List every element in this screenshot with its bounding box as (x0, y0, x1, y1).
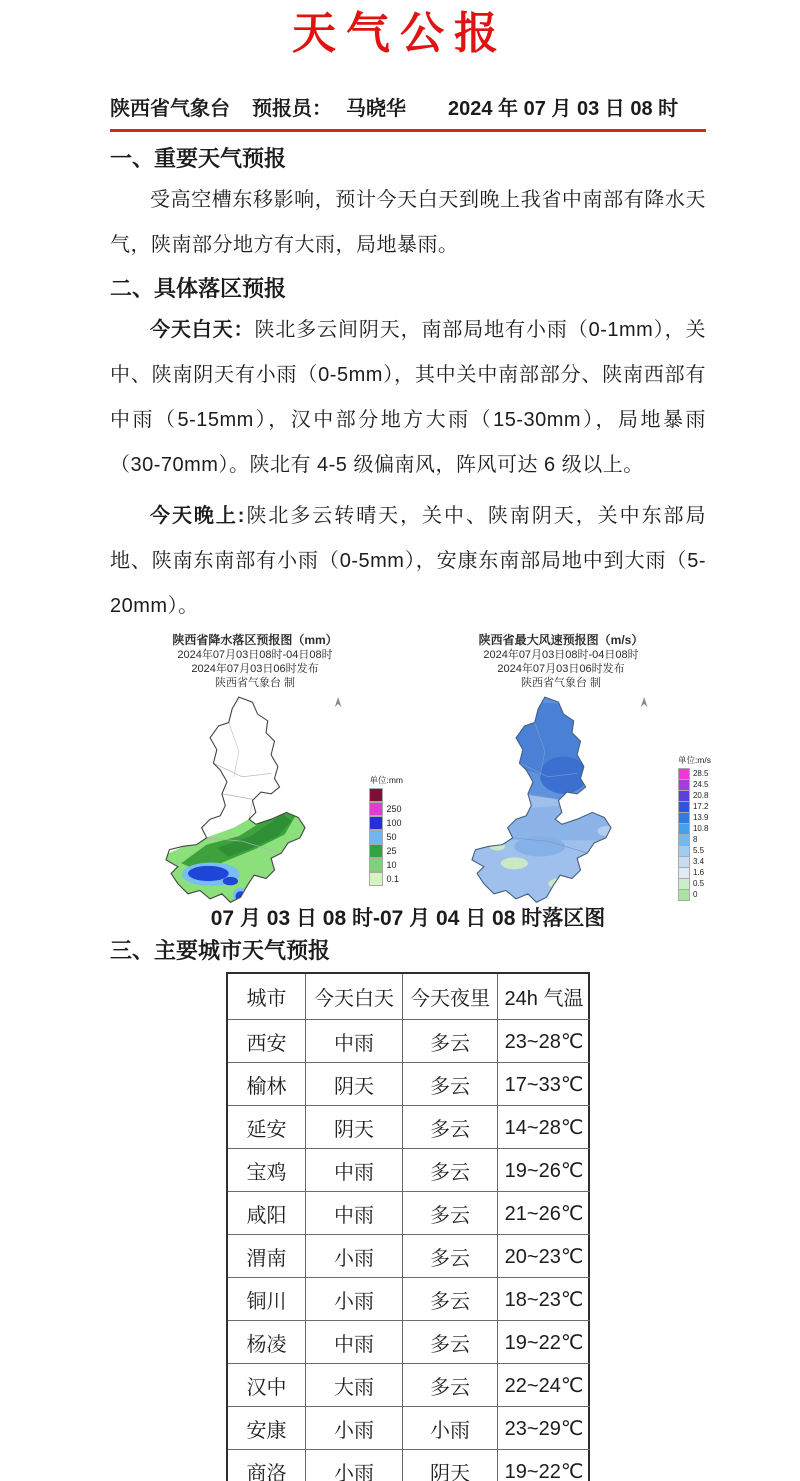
north-arrow-icon (335, 697, 342, 707)
temperature-cell: 19~22℃ (504, 1461, 584, 1481)
temperature-cell: 19~22℃ (498, 1321, 590, 1364)
night-weather-cell: 多云 (403, 1106, 498, 1149)
night-weather-cell: 多云 (403, 1278, 498, 1321)
section-1-heading: 一、重要天气预报 (110, 146, 287, 171)
night-weather-cell: 多云 (403, 1020, 498, 1063)
temperature-cell: 23~28℃ (498, 1020, 590, 1063)
city-weather-table (226, 972, 590, 1481)
legend-value: 0 (692, 890, 698, 899)
table-body (228, 1020, 588, 1481)
night-lead: 今天晚上: (150, 505, 245, 527)
day-weather-cell: 阴天 (306, 1106, 403, 1149)
precip-legend (369, 774, 403, 886)
table-row (228, 1106, 588, 1149)
maps-caption: 07 月 03 日 08 时-07 月 04 日 08 时落区图 (210, 907, 606, 930)
wind-map-titles (411, 633, 711, 690)
city-cell: 渭南 (228, 1235, 306, 1278)
precipitation-map-figure (105, 633, 405, 904)
legend-item (678, 889, 711, 900)
legend-value: 50 (386, 832, 397, 842)
daytime-forecast-paragraph (110, 308, 706, 488)
legend-color-swatch (369, 872, 383, 886)
day-weather-cell: 中雨 (306, 1192, 403, 1235)
legend-value: 10.8 (692, 824, 709, 833)
legend-item (369, 816, 403, 830)
table-row (228, 1063, 588, 1106)
north-arrow-icon (641, 697, 648, 707)
forecaster-name: 马晓华 (346, 98, 406, 120)
city-cell: 咸阳 (228, 1192, 306, 1235)
wind-map-issued: 2024年07月03日06时发布 (497, 663, 625, 675)
legend-item (678, 823, 711, 834)
day-weather-cell: 大雨 (306, 1364, 403, 1407)
day-weather-cell: 阴天 (306, 1063, 403, 1106)
legend-item (678, 812, 711, 823)
night-weather-cell: 多云 (403, 1192, 498, 1235)
legend-item (678, 845, 711, 856)
station-name: 陕西省气象台 (110, 98, 230, 120)
temperature-cell: 18~23℃ (498, 1278, 590, 1321)
day-weather-cell: 小雨 (306, 1235, 403, 1278)
legend-value: 24.5 (692, 780, 709, 789)
precip-map-range: 2024年07月03日08时-04日08时 (177, 649, 333, 661)
table-header-cell: 24h 气温 (498, 974, 590, 1020)
temperature-cell: 19~26℃ (498, 1149, 590, 1192)
temperature-cell: 14~28℃ (498, 1106, 590, 1149)
table-row (228, 1364, 588, 1407)
city-cell: 铜川 (228, 1278, 306, 1321)
precip-map-issued: 2024年07月03日06时发布 (191, 663, 319, 675)
day-weather-cell: 中雨 (306, 1149, 403, 1192)
table-header-cell: 今天夜里 (403, 974, 498, 1020)
wind-map-range: 2024年07月03日08时-04日08时 (483, 649, 639, 661)
table-row (228, 1450, 588, 1481)
legend-item (369, 844, 403, 858)
legend-value: 8 (692, 835, 698, 844)
wind-map-maker: 陕西省气象台 制 (520, 677, 602, 689)
legend-value: 3.4 (692, 857, 705, 866)
legend-item (678, 867, 711, 878)
precip-map-title: 陕西省降水落区预报图（mm） (172, 633, 338, 647)
precipitation-map-image (105, 692, 405, 904)
legend-color-swatch (369, 816, 383, 830)
temperature-cell: 23~29℃ (498, 1407, 590, 1450)
night-weather-cell: 多云 (403, 1235, 498, 1278)
legend-color-swatch (369, 844, 383, 858)
legend-color-swatch (369, 788, 383, 802)
legend-color-swatch (678, 889, 690, 901)
legend-item (678, 878, 711, 889)
legend-item (369, 872, 403, 886)
legend-color-swatch (369, 858, 383, 872)
meta-line (110, 96, 706, 132)
day-weather-cell: 中雨 (306, 1020, 403, 1063)
legend-value: 25 (386, 846, 397, 856)
legend-value: 28.5 (692, 769, 709, 778)
legend-item (369, 830, 403, 844)
city-cell: 商洛 (228, 1450, 306, 1481)
legend-color-swatch (369, 802, 383, 816)
day-weather-cell: 小雨 (306, 1278, 403, 1321)
legend-value: 1.6 (692, 868, 705, 877)
table-row (228, 1407, 588, 1450)
city-cell: 杨凌 (228, 1321, 306, 1364)
forecast-maps (110, 633, 711, 904)
table-row (228, 1020, 588, 1063)
day-weather-cell: 小雨 (306, 1450, 403, 1481)
legend-value: 0.1 (386, 874, 399, 884)
legend-item (678, 834, 711, 845)
legend-value: 100 (386, 818, 402, 828)
section-2-heading: 二、具体落区预报 (110, 276, 287, 301)
night-weather-cell: 阴天 (403, 1450, 498, 1481)
table-row (228, 1235, 588, 1278)
wind-map-title: 陕西省最大风速预报图（m/s） (478, 633, 644, 647)
temperature-cell: 21~26℃ (498, 1192, 590, 1235)
table-row (228, 1321, 588, 1364)
legend-value: 10 (386, 860, 397, 870)
city-cell: 安康 (228, 1407, 306, 1450)
legend-item (678, 779, 711, 790)
forecaster-label: 预报员： (252, 98, 332, 120)
night-forecast-paragraph (110, 494, 706, 629)
legend-item (369, 858, 403, 872)
legend-value: 0.5 (692, 879, 705, 888)
wind-legend-title: 单位:m/s (677, 755, 711, 765)
section-3-heading: 三、主要城市天气预报 (110, 938, 331, 963)
night-weather-cell: 多云 (403, 1149, 498, 1192)
precip-map-maker: 陕西省气象台 制 (214, 677, 296, 689)
table-row (228, 1192, 588, 1235)
city-cell: 西安 (228, 1020, 306, 1063)
night-weather-cell: 多云 (403, 1321, 498, 1364)
table-row (228, 1149, 588, 1192)
precipitation-map-titles (105, 633, 405, 690)
wind-map-figure (411, 633, 711, 904)
legend-value: 17.2 (692, 802, 709, 811)
daytime-text: 陕北多云间阴天，南部局地有小雨（0-1mm），关中、陕南阴天有小雨（0-5mm），其中关中南部部分、陕南西部有中雨（5-15mm），汉中部分地方大雨（15-30mm），局地暴雨（30-70mm）。陕北有 4-5 级偏南风，阵风可达 6 级以上。 (110, 319, 706, 476)
wind-legend-items (678, 768, 711, 900)
night-weather-cell: 小雨 (403, 1407, 498, 1450)
legend-color-swatch (369, 830, 383, 844)
day-weather-cell: 小雨 (306, 1407, 403, 1450)
night-text: 陕北多云转晴天，关中、陕南阴天，关中东部局地、陕南东南部有小雨（0-5mm），安康东南部局地中到大雨（5-20mm）。 (110, 505, 706, 617)
day-weather-cell: 中雨 (306, 1321, 403, 1364)
table-header-cell: 今天白天 (306, 974, 403, 1020)
temperature-cell: 17~33℃ (498, 1063, 590, 1106)
legend-item (369, 802, 403, 816)
legend-item (678, 768, 711, 779)
content (110, 96, 711, 1481)
page-title: 天气公报 (292, 9, 508, 58)
legend-value: 13.9 (692, 813, 709, 822)
night-weather-cell: 多云 (403, 1063, 498, 1106)
legend-item (678, 801, 711, 812)
legend-item (678, 856, 711, 867)
legend-item (369, 788, 403, 802)
temperature-cell: 20~23℃ (498, 1235, 590, 1278)
table-row (228, 1278, 588, 1321)
precip-legend-title: 单位:mm (369, 775, 403, 785)
table-header-cell: 城市 (228, 974, 306, 1020)
legend-value: 20.8 (692, 791, 709, 800)
precip-legend-items (369, 788, 403, 886)
city-cell: 宝鸡 (228, 1149, 306, 1192)
wind-legend (678, 754, 711, 900)
temperature-cell: 22~24℃ (498, 1364, 590, 1407)
legend-item (678, 790, 711, 801)
night-weather-cell: 多云 (403, 1364, 498, 1407)
table-header-row (228, 974, 588, 1020)
legend-value: 250 (386, 804, 402, 814)
issue-datetime: 2024 年 07 月 03 日 08 时 (448, 98, 679, 120)
city-cell: 汉中 (228, 1364, 306, 1407)
section-1-paragraph: 受高空槽东移影响，预计今天白天到晚上我省中南部有降水天气，陕南部分地方有大雨，局地暴雨。 (110, 189, 706, 256)
wind-map-image (411, 692, 711, 904)
legend-value: 5.5 (692, 846, 705, 855)
city-cell: 榆林 (228, 1063, 306, 1106)
daytime-lead: 今天白天： (150, 319, 255, 341)
city-cell: 延安 (228, 1106, 306, 1149)
